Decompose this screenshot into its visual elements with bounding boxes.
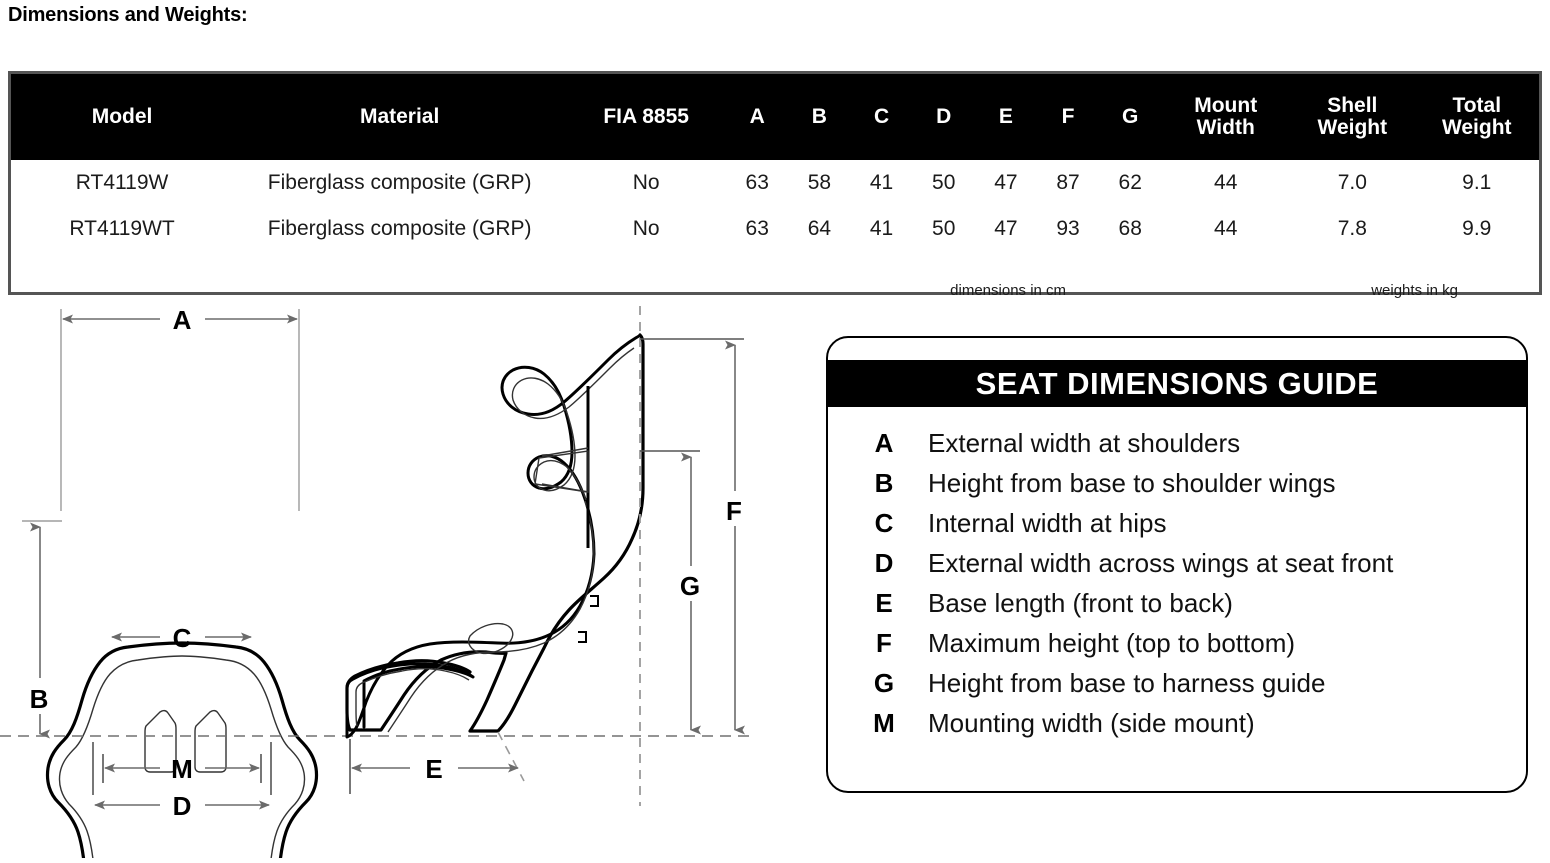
cell-c: 41: [869, 217, 894, 240]
guide-title-bar: [828, 360, 1526, 407]
guide-key-c: C: [874, 508, 894, 538]
total-weight-line2: Weight: [1441, 116, 1512, 139]
cell-total-weight: 9.9: [1462, 217, 1492, 240]
column-header-e: E: [975, 74, 1037, 160]
cell-material: Fiberglass composite (GRP): [267, 171, 532, 194]
dimension-label-g: G: [679, 571, 701, 601]
dimension-label-e: E: [425, 754, 443, 784]
column-header-mount-width: [1161, 74, 1290, 160]
cell-d: 50: [932, 217, 956, 240]
cell-g: 62: [1118, 171, 1142, 194]
cell-b: 58: [807, 171, 832, 194]
cell-material: Fiberglass composite (GRP): [267, 217, 532, 240]
cell-a: 63: [745, 171, 769, 194]
guide-desc-f: Maximum height (top to bottom): [928, 628, 1296, 658]
guide-list: [828, 428, 1526, 748]
cell-f: 93: [1056, 217, 1080, 240]
total-weight-line1: Total: [1452, 93, 1502, 117]
cell-g: 68: [1118, 217, 1142, 240]
front-view-seat-outline: [47, 643, 316, 858]
guide-item-g: [856, 668, 1526, 708]
guide-title: SEAT DIMENSIONS GUIDE: [975, 365, 1379, 401]
cell-fia: No: [632, 217, 660, 240]
guide-desc-c: Internal width at hips: [928, 508, 1167, 538]
column-header-material: Material: [233, 74, 566, 160]
guide-key-e: E: [875, 588, 893, 618]
shell-weight-line2: Weight: [1317, 116, 1388, 139]
cell-mount-width: 44: [1214, 217, 1238, 240]
guide-item-c: [856, 508, 1526, 548]
table-row: [11, 160, 1539, 206]
dimension-label-d: D: [172, 791, 192, 821]
footnote-dimensions: dimensions in cm: [950, 282, 1067, 299]
seat-dimensions-guide-card: [826, 336, 1528, 793]
guide-key-f: F: [876, 628, 892, 658]
column-header-d: D: [913, 74, 975, 160]
side-view-seat-outline: [347, 335, 643, 737]
guide-key-b: B: [874, 468, 894, 498]
dimension-label-f: F: [726, 496, 742, 526]
dimension-label-m: M: [171, 754, 193, 784]
table-header: [11, 74, 1539, 160]
shell-weight-line1: Shell: [1327, 93, 1378, 117]
guide-desc-a: External width at shoulders: [928, 428, 1241, 458]
column-header-b: B: [788, 74, 850, 160]
guide-item-d: [856, 548, 1526, 588]
column-header-a: A: [726, 74, 788, 160]
guide-item-b: [856, 468, 1526, 508]
cell-c: 41: [869, 171, 894, 194]
cell-model: RT4119WT: [69, 217, 175, 240]
dimensions-table: [11, 74, 1539, 303]
guide-desc-d: External width across wings at seat front: [928, 548, 1394, 578]
mount-width-line2: Width: [1196, 116, 1255, 139]
guide-item-m: [856, 708, 1526, 748]
column-header-c: C: [850, 74, 912, 160]
cell-shell-weight: 7.0: [1337, 171, 1367, 194]
cell-e: 47: [994, 171, 1018, 194]
column-header-f: F: [1037, 74, 1099, 160]
dimension-label-c: C: [172, 623, 192, 653]
cell-d: 50: [932, 171, 956, 194]
guide-item-a: [856, 428, 1526, 468]
guide-key-m: M: [873, 708, 895, 738]
cell-total-weight: 9.1: [1462, 171, 1492, 194]
guide-desc-b: Height from base to shoulder wings: [928, 468, 1336, 498]
cell-shell-weight: 7.8: [1337, 217, 1367, 240]
footnote-weights: weights in kg: [1371, 282, 1458, 299]
guide-desc-m: Mounting width (side mount): [928, 708, 1255, 738]
column-header-g: G: [1099, 74, 1161, 160]
column-header-total-weight: [1414, 74, 1539, 160]
page-title: Dimensions and Weights:: [8, 4, 248, 26]
cell-fia: No: [632, 171, 660, 194]
guide-key-d: D: [874, 548, 894, 578]
cell-mount-width: 44: [1214, 171, 1238, 194]
mount-width-line1: Mount: [1194, 93, 1258, 117]
cell-model: RT4119W: [75, 171, 169, 194]
column-header-shell-weight: [1290, 74, 1414, 160]
table-body: [11, 160, 1539, 252]
cell-e: 47: [994, 217, 1018, 240]
side-view-dimensions: [350, 306, 744, 806]
table-row: [11, 206, 1539, 252]
table-header-row: [11, 74, 1539, 160]
dimensions-table-container: [8, 71, 1542, 299]
dimension-label-a: A: [172, 305, 192, 335]
dimension-label-b: B: [29, 684, 49, 714]
guide-desc-e: Base length (front to back): [928, 588, 1233, 618]
column-header-model: Model: [11, 74, 233, 160]
cell-f: 87: [1056, 171, 1080, 194]
cell-b: 64: [807, 217, 832, 240]
guide-key-g: G: [873, 668, 895, 698]
guide-item-e: [856, 588, 1526, 628]
column-header-fia: FIA 8855: [566, 74, 726, 160]
guide-key-a: A: [874, 428, 894, 458]
guide-desc-g: Height from base to harness guide: [928, 668, 1326, 698]
guide-item-f: [856, 628, 1526, 668]
cell-a: 63: [745, 217, 769, 240]
